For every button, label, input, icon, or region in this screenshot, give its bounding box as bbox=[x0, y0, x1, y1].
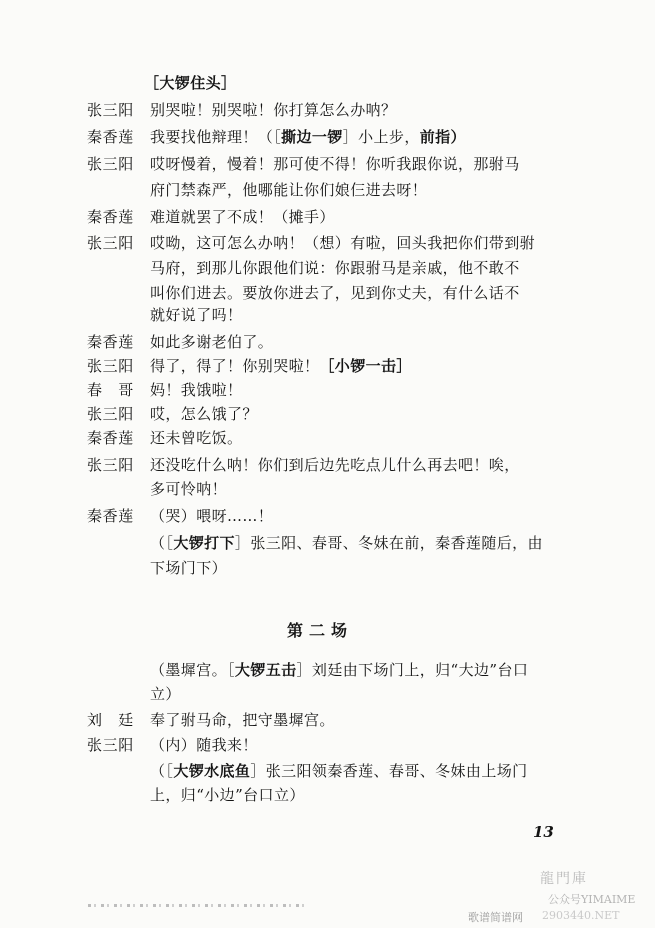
speaker-name: 秦香莲 bbox=[87, 429, 134, 447]
dialogue-line: 得了，得了！你别哭啦！［小锣一击］ bbox=[150, 357, 412, 375]
watermark-site-cn: 公众号YIMAIME bbox=[548, 893, 636, 906]
dialogue-line: 府门禁森严，他哪能让你们娘仨进去呀！ bbox=[150, 181, 428, 199]
page-number: 13 bbox=[533, 823, 554, 841]
speaker-name: 秦香莲 bbox=[87, 333, 134, 351]
dialogue-line: 我要找他辩理！（［撕边一锣］小上步，前指） bbox=[150, 128, 466, 146]
dialogue-line: 奉了驸马命，把守墨墀宫。 bbox=[150, 711, 335, 729]
speaker-name: 秦香莲 bbox=[87, 208, 134, 226]
speaker-name: 张三阳 bbox=[87, 234, 134, 252]
stage-direction: 下场门下） bbox=[150, 559, 228, 577]
dialogue-line: 还没吃什么呐！你们到后边先吃点儿什么再去吧！唉， bbox=[150, 456, 520, 474]
watermark-site-en: 歌谱简谱网 bbox=[468, 911, 523, 924]
speaker-name: 秦香莲 bbox=[87, 128, 134, 146]
speaker-name: 春 哥 bbox=[87, 381, 134, 399]
stage-direction: （［大锣打下］张三阳、春哥、冬妹在前，秦香莲随后，由 bbox=[150, 534, 543, 552]
dialogue-line: 哎呦，这可怎么办呐！（想）有啦，回头我把你们带到驸 bbox=[150, 234, 536, 252]
dialogue-line: 马府，到那儿你跟他们说：你跟驸马是亲戚，他不敢不 bbox=[150, 259, 520, 277]
dialogue-line: 叫你们进去。要放你进去了，见到你丈夫，有什么话不 bbox=[150, 284, 520, 302]
dialogue-line: 如此多谢老伯了。 bbox=[150, 333, 274, 351]
speaker-name: 刘 廷 bbox=[87, 711, 134, 729]
stage-direction: ［大锣住头］ bbox=[144, 74, 237, 92]
dialogue-line: 别哭啦！别哭啦！你打算怎么办呐？ bbox=[150, 101, 397, 119]
stage-direction: 上，归“小边”台口立） bbox=[150, 786, 305, 804]
speaker-name: 张三阳 bbox=[87, 357, 134, 375]
dialogue-line: 就好说了吗！ bbox=[150, 306, 243, 324]
stage-direction: （墨墀宫。［大锣五击］刘廷由下场门上，归“大边”台口 bbox=[150, 661, 529, 679]
speaker-name: 张三阳 bbox=[87, 405, 134, 423]
dialogue-line: 还未曾吃饭。 bbox=[150, 429, 243, 447]
watermark-logo: 龍門庫 bbox=[540, 871, 588, 887]
speaker-name: 张三阳 bbox=[87, 155, 134, 173]
dialogue-line: 妈！我饿啦！ bbox=[150, 381, 243, 399]
dialogue-line: （内）随我来！ bbox=[150, 736, 258, 754]
scene-title: 第二场 bbox=[287, 621, 354, 640]
stage-direction: （［大锣水底鱼］张三阳领秦香莲、春哥、冬妹由上场门 bbox=[150, 762, 528, 780]
dialogue-line: 哎呀慢着，慢着！那可使不得！你听我跟你说，那驸马 bbox=[150, 155, 520, 173]
dialogue-line: 难道就罢了不成！（摊手） bbox=[150, 208, 335, 226]
stage-direction: 立） bbox=[150, 685, 181, 703]
watermark-url: 2903440.NET bbox=[542, 909, 620, 922]
scan-noise bbox=[88, 904, 308, 907]
speaker-name: 张三阳 bbox=[87, 456, 134, 474]
dialogue-line: （哭）喂呀……！ bbox=[150, 507, 274, 525]
dialogue-line: 多可怜呐！ bbox=[150, 480, 228, 498]
dialogue-line: 哎，怎么饿了？ bbox=[150, 405, 258, 423]
speaker-name: 张三阳 bbox=[87, 101, 134, 119]
speaker-name: 张三阳 bbox=[87, 736, 134, 754]
speaker-name: 秦香莲 bbox=[87, 507, 134, 525]
